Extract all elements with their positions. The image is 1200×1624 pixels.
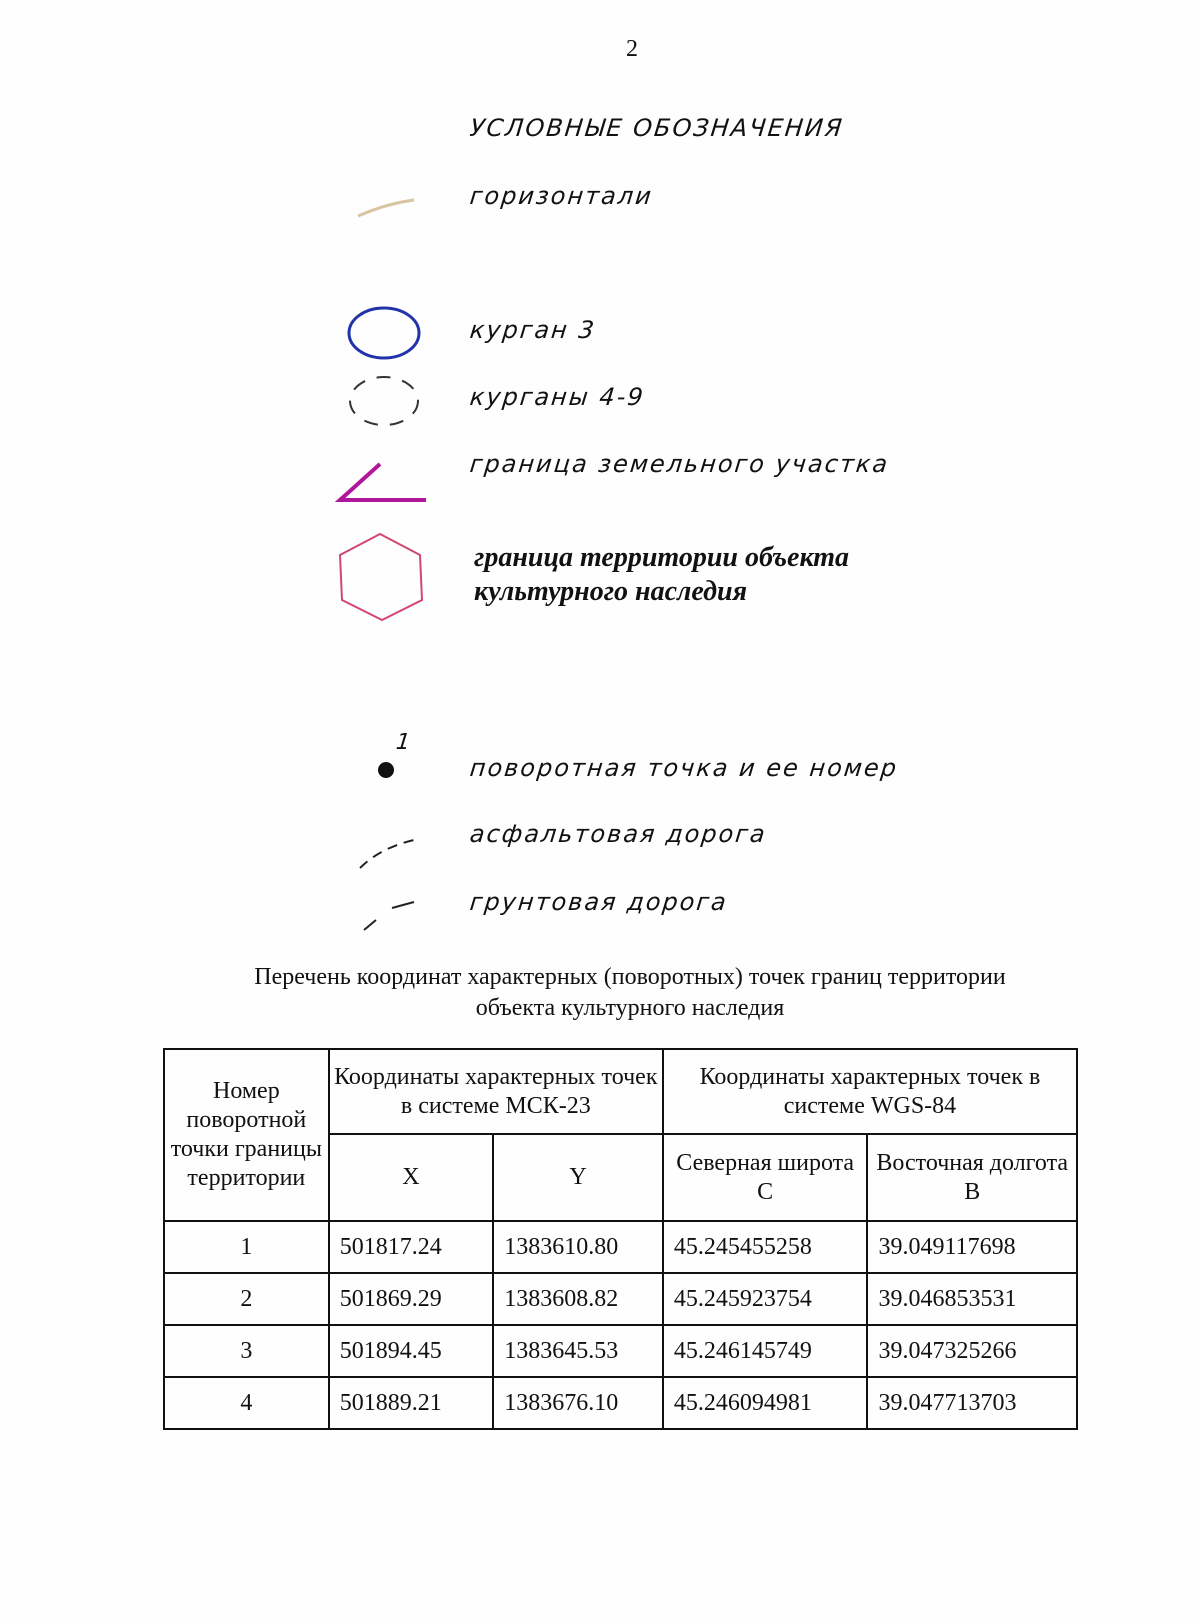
legend-label-heritage-boundary: граница территории объекта культурного наследия: [474, 542, 850, 607]
caption-line-2: объекта культурного наследия: [475, 995, 785, 1021]
legend-label-kurgan-3: курган 3: [468, 316, 598, 344]
point-number-label: 1: [394, 730, 414, 755]
cell-lon: 39.047325266: [867, 1325, 1077, 1377]
legend-label-dirt-road: грунтовая дорога: [468, 888, 730, 916]
contour-line-icon: [358, 200, 414, 216]
cell-y: 1383608.82: [493, 1273, 663, 1325]
cell-lat: 45.246145749: [663, 1325, 868, 1377]
table-row: [164, 1325, 1077, 1377]
legend-title: УСЛОВНЫЕ ОБОЗНАЧЕНИЯ: [468, 114, 846, 142]
pink-hexagon-icon: [340, 534, 422, 620]
legend-label-contours: горизонтали: [468, 182, 655, 210]
legend-label-land-boundary: граница земельного участка: [468, 450, 891, 478]
legend-label-asphalt-road: асфальтовая дорога: [468, 820, 769, 848]
cell-x: 501817.24: [329, 1221, 494, 1273]
cell-point: 1: [164, 1221, 329, 1273]
header-msk23: Координаты характерных точек в системе МСК-23: [329, 1049, 663, 1134]
table-row: [164, 1221, 1077, 1273]
cell-x: 501889.21: [329, 1377, 494, 1429]
point-icon: [378, 762, 394, 778]
table-row: [164, 1377, 1077, 1429]
caption-line-1: Перечень координат характерных (поворотных) точек границ территории: [254, 964, 1006, 990]
cell-x: 501869.29: [329, 1273, 494, 1325]
header-x: X: [329, 1134, 494, 1221]
coordinates-table: [163, 1048, 1078, 1430]
cell-lat: 45.245923754: [663, 1273, 868, 1325]
cell-point: 4: [164, 1377, 329, 1429]
cell-lat: 45.245455258: [663, 1221, 868, 1273]
dirt-road-icon: [364, 902, 414, 930]
cell-y: 1383610.80: [493, 1221, 663, 1273]
magenta-angle-icon: [340, 464, 426, 500]
cell-point: 2: [164, 1273, 329, 1325]
header-latitude: Северная широта С: [663, 1134, 868, 1221]
cell-lon: 39.047713703: [867, 1377, 1077, 1429]
header-longitude: Восточная долгота В: [867, 1134, 1077, 1221]
table-caption: [150, 962, 1110, 1024]
cell-x: 501894.45: [329, 1325, 494, 1377]
asphalt-road-icon: [360, 840, 414, 868]
header-point-number: Номер поворотной точки границы территории: [164, 1049, 329, 1221]
header-y: Y: [493, 1134, 663, 1221]
legend-symbols: [330, 180, 440, 950]
blue-ellipse-icon: [349, 308, 419, 358]
cell-lon: 39.046853531: [867, 1273, 1077, 1325]
table-row: [164, 1273, 1077, 1325]
page-number: 2: [626, 36, 638, 62]
cell-point: 3: [164, 1325, 329, 1377]
cell-y: 1383676.10: [493, 1377, 663, 1429]
header-wgs84: Координаты характерных точек в системе WGS-84: [663, 1049, 1077, 1134]
legend-label-turning-point: поворотная точка и ее номер: [468, 754, 900, 782]
cell-lon: 39.049117698: [867, 1221, 1077, 1273]
cell-lat: 45.246094981: [663, 1377, 868, 1429]
header-row: [164, 1049, 1077, 1134]
legend-label-kurgans-4-9: курганы 4-9: [468, 383, 647, 411]
cell-y: 1383645.53: [493, 1325, 663, 1377]
dashed-ellipse-icon: [350, 377, 418, 425]
